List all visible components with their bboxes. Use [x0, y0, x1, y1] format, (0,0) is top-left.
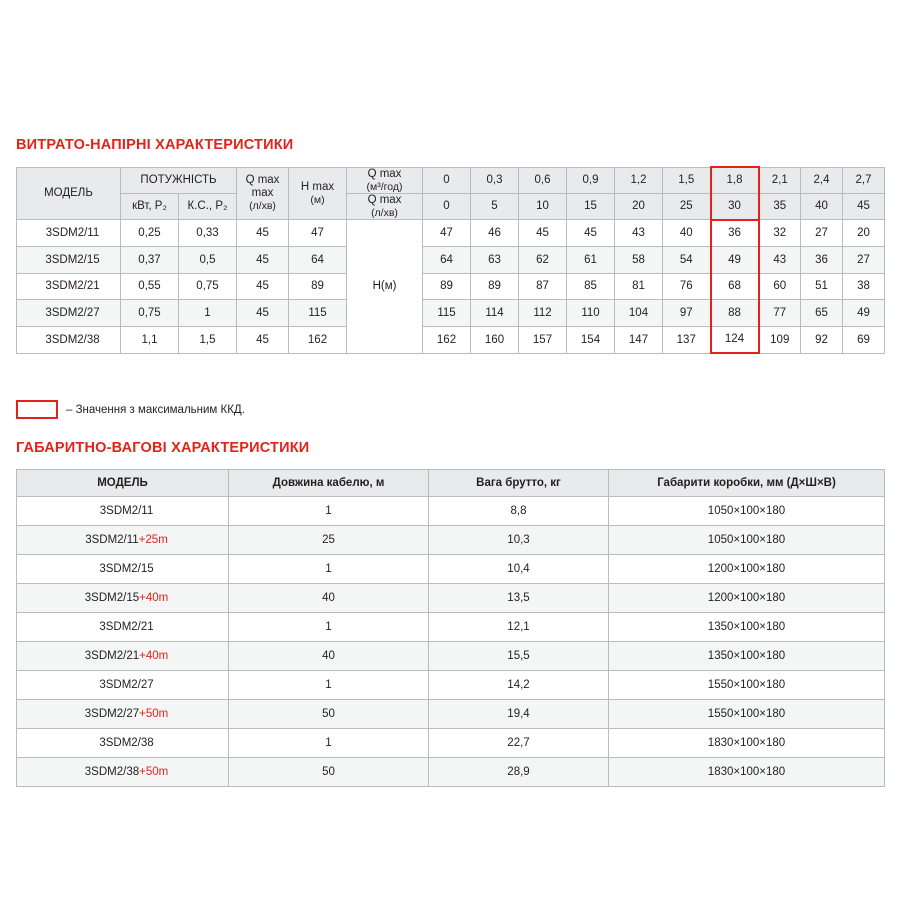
row-model-base: 3SDM2/38 [84, 766, 140, 778]
row-model-suffix: +50m [139, 766, 169, 778]
header-row-1 [17, 167, 885, 193]
v-3-5: 97 [663, 300, 711, 327]
v-3-7: 77 [759, 300, 801, 327]
row-kw: 1,1 [121, 326, 179, 353]
row-model: 3SDM2/15 [17, 247, 121, 274]
header-qmax [237, 167, 289, 220]
row-cable: 40 [229, 642, 429, 671]
q-lmin-1: 5 [471, 193, 519, 219]
q-m3h-6: 1,8 [711, 167, 759, 193]
row-model-base: 3SDM2/21 [84, 650, 140, 662]
row-model: 3SDM2/38 [17, 326, 121, 353]
row-kw: 0,37 [121, 247, 179, 274]
v-2-5: 76 [663, 273, 711, 300]
v-4-3: 154 [567, 326, 615, 353]
row-box: 1350×100×180 [609, 613, 885, 642]
flow-table-body [17, 220, 885, 354]
row-model: 3SDM2/11 [17, 220, 121, 247]
v-1-0: 64 [423, 247, 471, 274]
q-lmin-5: 25 [663, 193, 711, 219]
q-m3h-8: 2,4 [801, 167, 843, 193]
q-m3h-0: 0 [423, 167, 471, 193]
header-box-dimensions: Габарити коробки, мм (Д×Ш×В) [609, 470, 885, 497]
q-m3h-7: 2,1 [759, 167, 801, 193]
row-model-suffix: +50m [139, 708, 169, 720]
v-4-2: 157 [519, 326, 567, 353]
row-hp: 1 [179, 300, 237, 327]
dimensions-table [16, 469, 885, 787]
dimensions-section-title: ГАБАРИТНО-ВАГОВІ ХАРАКТЕРИСТИКИ [16, 440, 310, 456]
v-2-2: 87 [519, 273, 567, 300]
h-m-label: H(м) [347, 220, 423, 354]
row-model-base: 3SDM2/11 [99, 505, 154, 517]
legend-swatch-icon [16, 400, 58, 419]
v-0-7: 32 [759, 220, 801, 247]
v-4-8: 92 [801, 326, 843, 353]
row-box: 1050×100×180 [609, 497, 885, 526]
q-lmin-8: 40 [801, 193, 843, 219]
table-row [17, 555, 885, 584]
table-row [17, 613, 885, 642]
v-0-0: 47 [423, 220, 471, 247]
row-model-base: 3SDM2/15 [84, 592, 140, 604]
row-qmax: 45 [237, 273, 289, 300]
row-weight: 28,9 [429, 758, 609, 787]
legend-text: – Значення з максимальним ККД. [66, 403, 245, 416]
row-model-suffix: +40m [139, 650, 169, 662]
row-model [17, 555, 229, 584]
v-3-0: 115 [423, 300, 471, 327]
header-cable-length: Довжина кабелю, м [229, 470, 429, 497]
v-0-2: 45 [519, 220, 567, 247]
v-2-1: 89 [471, 273, 519, 300]
row-model-base: 3SDM2/11 [85, 534, 139, 546]
header-model: МОДЕЛЬ [17, 167, 121, 220]
row-weight: 13,5 [429, 584, 609, 613]
header-qmax-m3h [347, 167, 423, 193]
row-cable: 1 [229, 671, 429, 700]
row-model [17, 642, 229, 671]
header-qmax-lmin-unit: (л/хв) [371, 207, 398, 219]
v-2-6: 68 [711, 273, 759, 300]
row-qmax: 45 [237, 326, 289, 353]
row-model [17, 584, 229, 613]
v-2-3: 85 [567, 273, 615, 300]
v-0-9: 20 [843, 220, 885, 247]
row-cable: 50 [229, 700, 429, 729]
header-power: ПОТУЖНІСТЬ [121, 167, 237, 193]
q-lmin-6: 30 [711, 193, 759, 219]
header-model: МОДЕЛЬ [17, 470, 229, 497]
row-qmax: 45 [237, 300, 289, 327]
row-model: 3SDM2/21 [17, 273, 121, 300]
v-1-2: 62 [519, 247, 567, 274]
row-cable: 1 [229, 497, 429, 526]
row-hmax: 115 [289, 300, 347, 327]
q-m3h-9: 2,7 [843, 167, 885, 193]
row-hmax: 64 [289, 247, 347, 274]
v-0-6: 36 [711, 220, 759, 247]
q-lmin-3: 15 [567, 193, 615, 219]
row-weight: 10,4 [429, 555, 609, 584]
header-qmax-lmin [347, 193, 423, 219]
row-cable: 50 [229, 758, 429, 787]
q-m3h-2: 0,6 [519, 167, 567, 193]
dimensions-table-body [17, 497, 885, 787]
header-row-2 [17, 193, 885, 219]
v-0-8: 27 [801, 220, 843, 247]
header-qmax-max: max [251, 187, 274, 200]
v-0-5: 40 [663, 220, 711, 247]
row-weight: 19,4 [429, 700, 609, 729]
flow-table-header [17, 167, 885, 220]
v-4-1: 160 [471, 326, 519, 353]
v-2-8: 51 [801, 273, 843, 300]
v-4-9: 69 [843, 326, 885, 353]
row-box: 1050×100×180 [609, 526, 885, 555]
row-model [17, 526, 229, 555]
table-row [17, 326, 885, 353]
row-box: 1550×100×180 [609, 700, 885, 729]
row-model-base: 3SDM2/15 [99, 563, 154, 575]
v-3-2: 112 [519, 300, 567, 327]
table-row [17, 273, 885, 300]
row-hp: 0,5 [179, 247, 237, 274]
row-box: 1830×100×180 [609, 729, 885, 758]
table-row [17, 671, 885, 700]
row-model [17, 613, 229, 642]
header-qmax-m3h-unit: (м³/год) [366, 180, 403, 193]
row-model-suffix: +40m [139, 592, 169, 604]
legend [16, 400, 245, 419]
row-model [17, 671, 229, 700]
row-box: 1830×100×180 [609, 758, 885, 787]
table-row [17, 700, 885, 729]
header-row [17, 470, 885, 497]
v-3-6: 88 [711, 300, 759, 327]
row-model [17, 758, 229, 787]
row-model [17, 497, 229, 526]
table-row [17, 497, 885, 526]
row-hp: 0,75 [179, 273, 237, 300]
v-3-8: 65 [801, 300, 843, 327]
q-lmin-2: 10 [519, 193, 567, 219]
row-kw: 0,75 [121, 300, 179, 327]
v-1-5: 54 [663, 247, 711, 274]
header-qmax-lmin-label: Q max [367, 193, 402, 206]
v-4-0: 162 [423, 326, 471, 353]
table-row [17, 729, 885, 758]
row-cable: 1 [229, 555, 429, 584]
row-hp: 0,33 [179, 220, 237, 247]
v-1-9: 27 [843, 247, 885, 274]
v-4-5: 137 [663, 326, 711, 353]
header-hmax-label: H max [300, 180, 335, 193]
table-row [17, 220, 885, 247]
row-model-base: 3SDM2/27 [99, 679, 154, 691]
table-row [17, 300, 885, 327]
row-box: 1550×100×180 [609, 671, 885, 700]
row-model-base: 3SDM2/38 [99, 737, 154, 749]
v-3-9: 49 [843, 300, 885, 327]
header-hmax [289, 167, 347, 220]
v-0-4: 43 [615, 220, 663, 247]
row-model [17, 729, 229, 758]
table-row [17, 247, 885, 274]
table-row [17, 642, 885, 671]
row-model-base: 3SDM2/27 [84, 708, 140, 720]
q-m3h-3: 0,9 [567, 167, 615, 193]
row-kw: 0,25 [121, 220, 179, 247]
header-power-hp: К.С., P₂ [179, 193, 237, 219]
row-cable: 25 [229, 526, 429, 555]
row-weight: 22,7 [429, 729, 609, 758]
flow-characteristics-table [16, 166, 885, 354]
v-0-3: 45 [567, 220, 615, 247]
row-hmax: 89 [289, 273, 347, 300]
v-3-3: 110 [567, 300, 615, 327]
row-hmax: 162 [289, 326, 347, 353]
v-1-1: 63 [471, 247, 519, 274]
header-qmax-unit: (л/хв) [249, 200, 276, 213]
v-4-4: 147 [615, 326, 663, 353]
row-weight: 14,2 [429, 671, 609, 700]
header-hmax-unit: (м) [310, 193, 325, 206]
header-power-kw: кВт, P₂ [121, 193, 179, 219]
q-lmin-4: 20 [615, 193, 663, 219]
header-qmax-label: Q max [245, 174, 280, 187]
v-1-3: 61 [567, 247, 615, 274]
row-weight: 12,1 [429, 613, 609, 642]
v-1-8: 36 [801, 247, 843, 274]
row-hmax: 47 [289, 220, 347, 247]
row-weight: 10,3 [429, 526, 609, 555]
v-1-6: 49 [711, 247, 759, 274]
row-weight: 15,5 [429, 642, 609, 671]
row-hp: 1,5 [179, 326, 237, 353]
v-2-7: 60 [759, 273, 801, 300]
table-row [17, 584, 885, 613]
v-3-4: 104 [615, 300, 663, 327]
row-cable: 1 [229, 729, 429, 758]
row-model-base: 3SDM2/21 [99, 621, 154, 633]
v-2-4: 81 [615, 273, 663, 300]
dimensions-table-header [17, 470, 885, 497]
row-cable: 40 [229, 584, 429, 613]
table-row [17, 758, 885, 787]
q-m3h-1: 0,3 [471, 167, 519, 193]
v-2-0: 89 [423, 273, 471, 300]
row-cable: 1 [229, 613, 429, 642]
v-0-1: 46 [471, 220, 519, 247]
header-gross-weight: Вага брутто, кг [429, 470, 609, 497]
v-1-4: 58 [615, 247, 663, 274]
row-box: 1350×100×180 [609, 642, 885, 671]
row-model: 3SDM2/27 [17, 300, 121, 327]
v-3-1: 114 [471, 300, 519, 327]
q-lmin-0: 0 [423, 193, 471, 219]
q-lmin-7: 35 [759, 193, 801, 219]
q-m3h-4: 1,2 [615, 167, 663, 193]
flow-section-title: ВИТРАТО-НАПІРНІ ХАРАКТЕРИСТИКИ [16, 137, 294, 153]
row-kw: 0,55 [121, 273, 179, 300]
q-lmin-9: 45 [843, 193, 885, 219]
header-qmax-m3h-label: Q max [367, 167, 402, 180]
row-model [17, 700, 229, 729]
row-qmax: 45 [237, 247, 289, 274]
v-2-9: 38 [843, 273, 885, 300]
row-weight: 8,8 [429, 497, 609, 526]
table-row [17, 526, 885, 555]
v-1-7: 43 [759, 247, 801, 274]
q-m3h-5: 1,5 [663, 167, 711, 193]
row-model-suffix: +25m [138, 534, 168, 546]
v-4-7: 109 [759, 326, 801, 353]
row-box: 1200×100×180 [609, 555, 885, 584]
row-qmax: 45 [237, 220, 289, 247]
row-box: 1200×100×180 [609, 584, 885, 613]
v-4-6: 124 [711, 326, 759, 353]
